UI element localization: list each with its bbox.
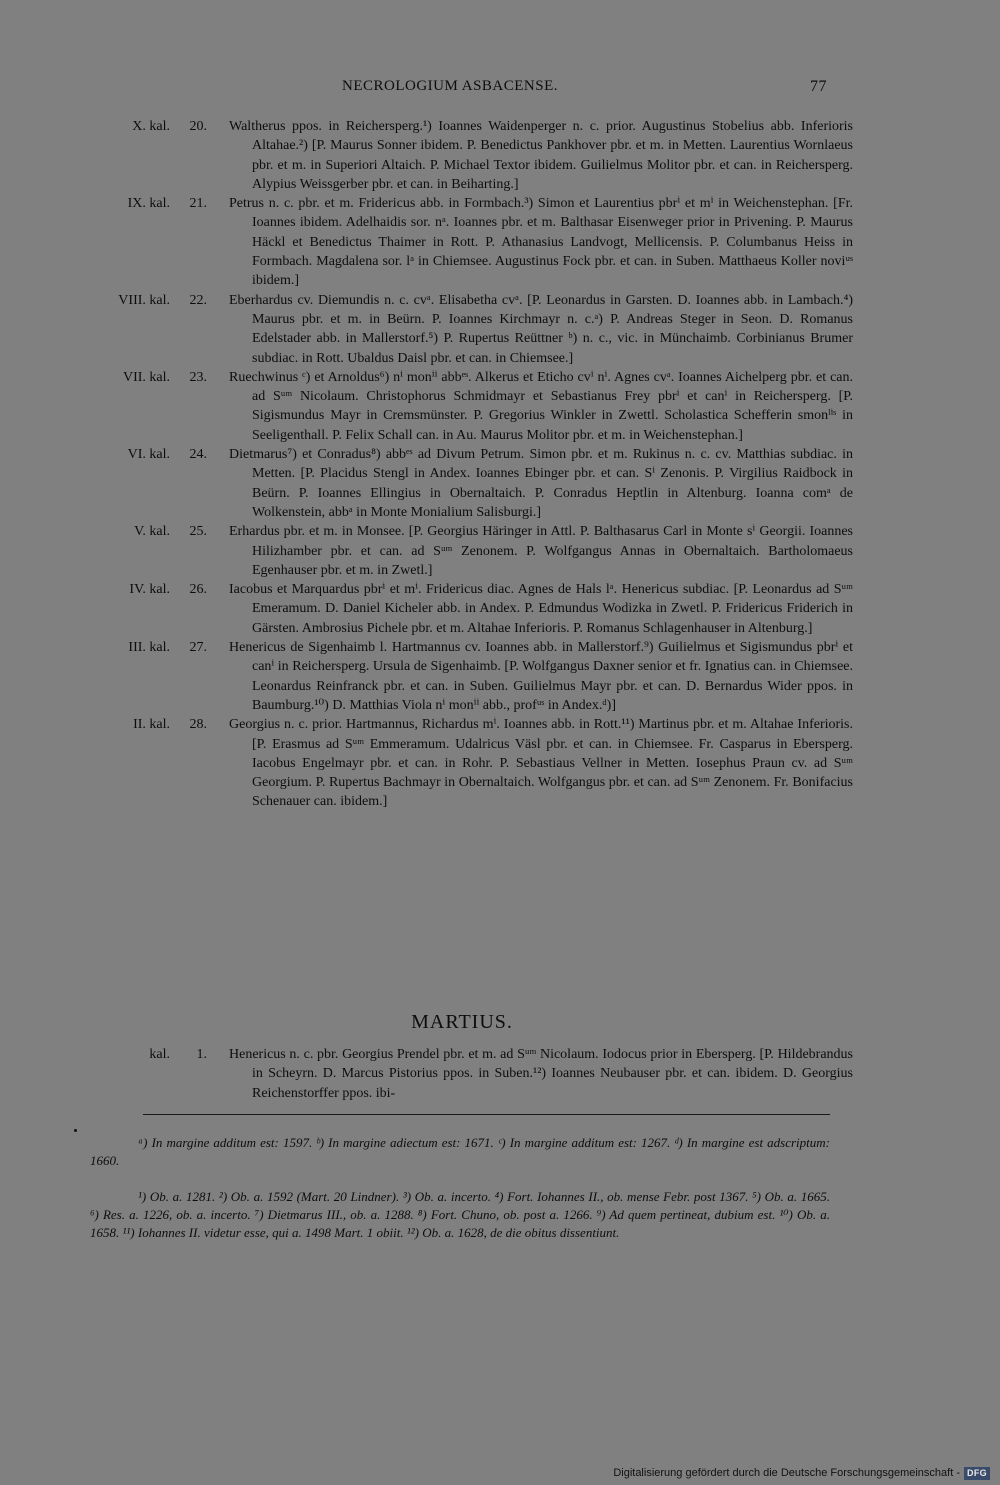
entry-date: VII. kal. [122, 369, 170, 385]
entry-day: 1. [196, 1047, 207, 1062]
month-heading [0, 1011, 1000, 1034]
dfg-logo-icon: DFG [964, 1467, 990, 1480]
entry-day: 21. [189, 196, 207, 212]
entry-text: Henericus n. c. pbr. Georgius Prendel pbr. et m. ad Sᵘᵐ Nicolaum. Iodocus prior in Ebersperg. [P. Hildebrandus in Scheyrn. D. Marcus Pistorius ppos. in Suben.¹²) Ioannes Neubauser pbr. et can. ibidem. D. Georgius Reichenstorffer ppos. ibi- [229, 1047, 853, 1101]
entry-ii-kal [0, 715, 1000, 811]
entry-day: 20. [189, 119, 207, 134]
entry-date: III. kal. [128, 640, 170, 656]
footnotes-numbers: ¹) Ob. a. 1281. ²) Ob. a. 1592 (Mart. 20 Lindner). ³) Ob. a. incerto. ⁴) Fort. Iohannes II., ob. mense Febr. post 1367. ⁵) Ob. a. 1665. ⁶) Res. a. 1226, ob. a. incerto. ⁷) Dietmarus III., ob. a. 1288. ⁸) Fort. Chuno, ob. post a. 1266. ⁹) Ad quem pertineat, dubium est. ¹⁰) Ob. a. 1658. ¹¹) Iohannes II. videtur esse, qui a. 1498 Mart. 1 obiit. ¹²) Ob. a. 1628, de die obitus dissentiunt. [90, 1189, 830, 1240]
entry-day: 23. [189, 369, 207, 385]
entry-text: Eberhardus cv. Diemundis n. c. cvᵃ. Elisabetha cvᵃ. [P. Leonardus in Garsten. D. Ioannes abb. in Lambach.⁴) Maurus pbr. et m. in Beürn. P. Ioannes Kirchmayr n. c.ᵃ) P. Andreas Steger in Seon. D. Romanus Edelstader abb. in Mallerstorf.⁵) P. Rupertus Reüttner ᵇ) n. c., vic. in Münchaimb. Corbinianus Brumer subdiac. in Rott. Ubaldus Daisl pbr. et can. in Chiemsee.] [229, 292, 853, 366]
entry-date: IV. kal. [129, 582, 170, 598]
footnote-rule [143, 1114, 830, 1115]
entry-date: V. kal. [134, 524, 170, 540]
entry-x-kal [0, 117, 1000, 194]
entry-date: kal. [149, 1047, 170, 1062]
entry-iv-kal [0, 580, 1000, 638]
footnotes-letters: ᵃ) In margine additum est: 1597. ᵇ) In margine adiectum est: 1671. ᶜ) In margine additum est: 1267. ᵈ) In margine est adscriptum: 1660. [90, 1135, 830, 1168]
entry-vi-kal [0, 445, 1000, 522]
entry-text: Erhardus pbr. et m. in Monsee. [P. Georgius Häringer in Attl. P. Balthasarus Carl in Monte sⁱ Georgii. Ioannes Hilizhamber pbr. et can. ad Sᵘᵐ Zenonem. P. Wolfgangus Annas in Obernaltaich. Bartholomaeus Egenhauser pbr. et m. in Zwetl.] [229, 524, 853, 578]
entry-day: 25. [189, 524, 207, 540]
entry-ix-kal [0, 194, 1000, 290]
entry-text: Iacobus et Marquardus pbrⁱ et mⁱ. Fridericus diac. Agnes de Hals lᵃ. Henericus subdiac. [P. Leonardus ad Sᵘᵐ Emeramum. D. Daniel Kicheler abb. in Andex. P. Edmundus Wodizka in Zwetl. P. Fridericus Friderich in Gärsten. Ambrosius Pichele pbr. et m. Altahae Inferioris. P. Romanus Schlagenhauser in Altenburg.] [229, 582, 853, 636]
entry-day: 24. [189, 447, 207, 463]
martius-entries [0, 1045, 1000, 1103]
digitization-credit [613, 1465, 990, 1481]
entry-text: Petrus n. c. pbr. et m. Fridericus abb. in Formbach.³) Simon et Laurentius pbrⁱ et mⁱ in Weichenstephan. [Fr. Ioannes ibidem. Adelhaidis sor. nᵃ. Ioannes pbr. et m. Balthasar Eisenweger prior in Privening. P. Maurus Häckl et Benedictus Thaimer in Rott. P. Athanasius Landvogt, Mellicensis. P. Columbanus Heiss in Formbach. Magdalena sor. lᵃ in Chiemsee. Augustinus Fock pbr. et can. in Suben. Matthaeus Koller noviᵘˢ ibidem.] [229, 196, 853, 289]
entry-text: Georgius n. c. prior. Hartmannus, Richardus mⁱ. Ioannes abb. in Rott.¹¹) Martinus pbr. et m. Altahae Inferioris. [P. Erasmus ad Sᵘᵐ Emmeramum. Udalricus Väsl pbr. et can. in Chiemsee. Fr. Casparus in Ebersperg. Iacobus Engelmayr pbr. et can. in Rohr. P. Sebastiaus Vellner in Metten. Iosephus Praun cv. ad Sᵘᵐ Georgium. P. Rupertus Bachmayr in Obernaltaich. Wolfgangus pbr. et can. ad Sᵘᵐ Zenonem. Fr. Bonifacius Schenauer can. ibidem.] [229, 717, 853, 810]
entry-text: Ruechwinus ᶜ) et Arnoldus⁶) nⁱ monⁱⁱ abbᵉˢ. Alkerus et Eticho cvⁱ nⁱ. Agnes cvᵃ. Ioannes Aichelperg pbr. et can. ad Sᵘᵐ Nicolaum. Christophorus Schmidmayr et Sebastianus Frey pbrⁱ et canⁱ in Reichersperg. [P. Sigismundus Mayr in Cremsmünster. P. Gregorius Winkler in Zwettl. Scholastica Schefferin smonˡⁱˢ in Seeligenthall. P. Felix Schall can. in Au. Maurus Molitor pbr. et m. in Weichenstephan.] [229, 369, 853, 443]
entry-v-kal [0, 522, 1000, 580]
running-title: NECROLOGIUM ASBACENSE. [342, 78, 559, 94]
credit-text: Digitalisierung gefördert durch die Deutsche Forschungsgemeinschaft - [613, 1467, 960, 1479]
month-title: MARTIUS. [411, 1011, 513, 1033]
entry-text: Dietmarus⁷) et Conradus⁸) abbᵉˢ ad Divum Petrum. Simon pbr. et m. Rukinus n. c. cv. Matthias subdiac. in Metten. [P. Placidus Stengl in Andex. Ioannes Ebinger pbr. et can. Sⁱ Zenonis. P. Virgilius Raidbock in Beürn. P. Ioannes Ellingius in Obernaltaich. P. Conradus Heptlin in Altenburg. Ioanna comᵃ de Wolkenstein, abbᵃ in Monte Monialium Salisburgi.] [229, 447, 853, 520]
entry-text: Waltherus ppos. in Reichersperg.¹) Ioannes Waidenperger n. c. prior. Augustinus Stobelius abb. Inferioris Altahae.²) [P. Maurus Sonner ibidem. P. Benedictus Pankhover pbr. et m. in Metten. Laurentius Wornlaeus pbr. et m. in Superiori Altaich. P. Michael Textor ibidem. Guilielmus Molitor pbr. et can. in Reichersperg. Alypius Weissgerber pbr. et can. in Beiharting.] [229, 119, 853, 192]
entry-kal [0, 1045, 1000, 1103]
entry-text: Henericus de Sigenhaimb l. Hartmannus cv. Ioannes abb. in Mallerstorf.⁹) Guilielmus et Sigismundus pbrⁱ et canⁱ in Reichersperg. Ursula de Sigenhaimb. [P. Wolfgangus Daxner senior et fr. Ignatius can. in Chiemsee. Leonardus Reinfranck pbr. et can. in Suben. Guilielmus Mayr pbr. et can. D. Bernardus Wider ppos. in Baumburg.¹⁰) D. Matthias Viola nⁱ monⁱⁱ abb., profᵘˢ in Andex.ᵈ)] [229, 640, 853, 713]
entry-vii-kal [0, 368, 1000, 445]
entry-day: 22. [189, 292, 207, 308]
entry-date: VI. kal. [127, 447, 170, 463]
page-number: 77 [810, 78, 827, 95]
print-speck [74, 1129, 77, 1132]
entry-date: X. kal. [132, 119, 170, 134]
running-head [0, 78, 1000, 100]
entry-day: 26. [189, 582, 207, 598]
februarius-entries [0, 117, 1000, 812]
entry-iii-kal [0, 638, 1000, 715]
entry-date: II. kal. [133, 717, 170, 733]
entry-day: 28. [189, 717, 207, 733]
entry-viii-kal [0, 291, 1000, 368]
entry-day: 27. [189, 640, 207, 656]
entry-date: IX. kal. [127, 196, 170, 212]
entry-date: VIII. kal. [118, 292, 170, 308]
